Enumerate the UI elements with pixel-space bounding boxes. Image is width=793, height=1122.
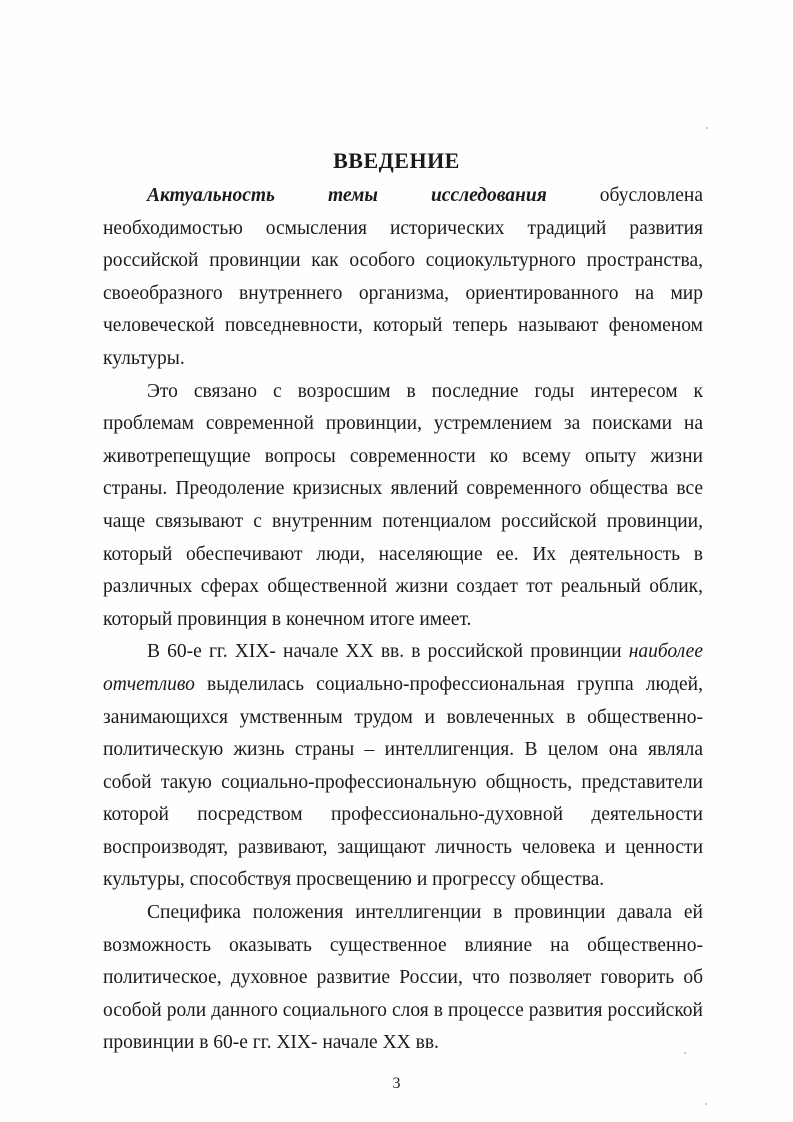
intelligentsia-text: выделилась социально-профессиональная группа людей, занимающихся умственным трудом и вовлеченных в общественно-политическую жизнь страны – интеллигенция. В целом она являла собой такую социально-профессиональную общность, представители которой посредством профессионально-духовной деятельности воспроизводят, развивают, защищают личность человека и ценности культуры, способствуя просвещению и прогрессу общества. (103, 673, 703, 891)
page-title: ВВЕДЕНИЕ (333, 148, 460, 173)
scan-speck (705, 1103, 707, 1105)
document-body (103, 180, 703, 1060)
paragraph-intelligentsia (103, 636, 703, 897)
scan-speck (706, 127, 708, 129)
intelligentsia-emphasis: наиболее отчетливо (103, 641, 703, 695)
paragraph-specifics (103, 897, 703, 1060)
specifics-text: Специфика положения интеллигенции в провинции давала ей возможность оказывать существенное влияние на общественно-политическое, духовное развитие России, что позволяет говорить об особой роли данного социального слоя в процессе развития российской провинции в 60-е гг. XIX- начале XX вв. (103, 902, 703, 1054)
scan-speck (684, 1052, 686, 1054)
relevance-text: обусловлена необходимостью осмысления исторических традиций развития российской провинции как особого социокультурного пространства, своеобразного внутреннего организма, ориентированного на мир человеческой повседневности, который теперь называют феноменом культуры. (103, 185, 704, 369)
paragraph-context (103, 376, 703, 637)
intelligentsia-lead: В 60-е гг. XIX- начале XX вв. в российской провинции (147, 641, 629, 663)
context-text: Это связано с возросшим в последние годы интересом к проблемам современной провинции, устремлением за поисками на животрепещущие вопросы современности ко всему опыту жизни страны. Преодоление кризисных явлений современного общества все чаще связывают с внутренним потенциалом российской провинции, который обеспечивают люди, населяющие ее. Их деятельность в различных сферах общественной жизни создает тот реальный облик, который провинция в конечном итоге имеет. (103, 380, 703, 630)
paragraph-relevance (103, 180, 703, 376)
relevance-emphasis: Актуальность темы исследования (147, 185, 547, 206)
page-number: 3 (392, 1075, 401, 1092)
